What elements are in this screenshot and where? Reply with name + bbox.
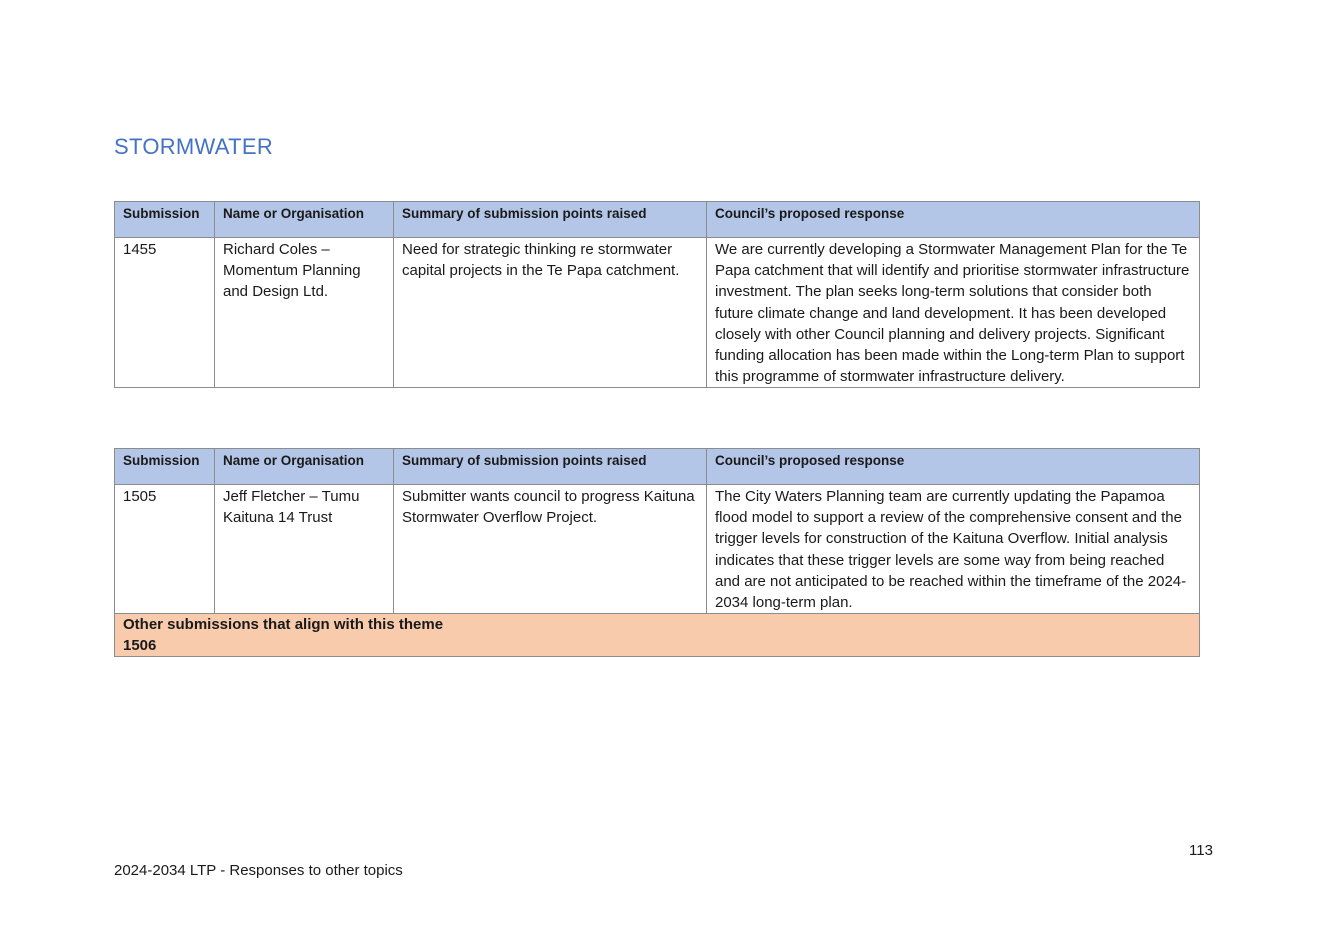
- cell-name-organisation: Jeff Fletcher – Tumu Kaituna 14 Trust: [215, 485, 394, 614]
- other-submissions-label: Other submissions that align with this theme: [123, 616, 444, 634]
- cell-response: The City Waters Planning team are currently updating the Papamoa flood model to support a review of the comprehensive consent and the trigger levels for construction of the Kaituna Overflow. Initial analysis indicates that these trigger levels are some way from being reached and are not anticipated to be reached within the timeframe of the 2024-2034 long-term plan.: [707, 485, 1200, 614]
- header-summary: Summary of submission points raised: [394, 202, 707, 238]
- header-response: Council’s proposed response: [707, 202, 1200, 238]
- cell-name-organisation: Richard Coles – Momentum Planning and Design Ltd.: [215, 238, 394, 388]
- section-heading: STORMWATER: [114, 134, 274, 159]
- table-header-row: [115, 449, 1200, 485]
- table-row: [115, 238, 1200, 388]
- submission-table-1: [114, 201, 1200, 388]
- header-name-organisation: Name or Organisation: [215, 449, 394, 485]
- header-summary: Summary of submission points raised: [394, 449, 707, 485]
- table-row: [115, 485, 1200, 614]
- other-submissions-cell: [115, 614, 1200, 657]
- header-name-organisation: Name or Organisation: [215, 202, 394, 238]
- cell-summary: Need for strategic thinking re stormwater capital projects in the Te Papa catchment.: [394, 238, 707, 388]
- other-submissions-ids: 1506: [123, 637, 157, 655]
- other-submissions-row: [115, 614, 1200, 657]
- cell-response: We are currently developing a Stormwater Management Plan for the Te Papa catchment that will identify and prioritise stormwater infrastructure investment. The plan seeks long-term solutions that consider both future climate change and land development. It has been developed closely with other Council planning and delivery projects. Significant funding allocation has been made within the Long-term Plan to support this programme of stormwater infrastructure delivery.: [707, 238, 1200, 388]
- cell-submission-number: 1505: [115, 485, 215, 614]
- cell-submission-number: 1455: [115, 238, 215, 388]
- page-number: 113: [1189, 842, 1213, 859]
- submission-table-2: [114, 448, 1200, 657]
- header-submission: Submission: [115, 449, 215, 485]
- footer-text: 2024-2034 LTP - Responses to other topics: [114, 862, 403, 879]
- header-submission: Submission: [115, 202, 215, 238]
- table-header-row: [115, 202, 1200, 238]
- cell-summary: Submitter wants council to progress Kaituna Stormwater Overflow Project.: [394, 485, 707, 614]
- header-response: Council’s proposed response: [707, 449, 1200, 485]
